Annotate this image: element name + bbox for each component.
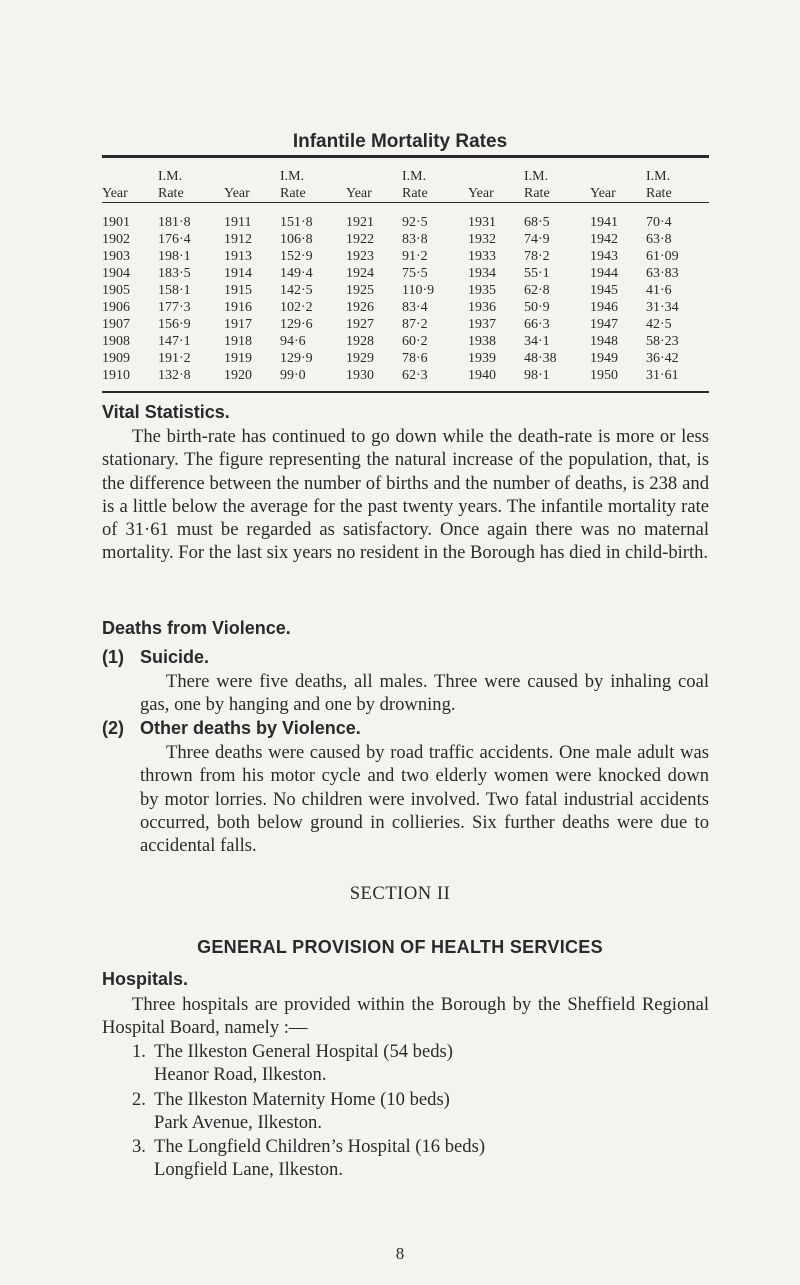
year-cell: 1913	[224, 249, 252, 264]
year-cell: 1902	[102, 232, 130, 247]
table-row	[102, 265, 709, 282]
year-cell: 1929	[346, 351, 374, 366]
rate-cell: 31·34	[646, 300, 679, 315]
year-cell: 1923	[346, 249, 374, 264]
rate-cell: 63·8	[646, 232, 672, 247]
rate-cell: 83·8	[402, 232, 428, 247]
year-cell: 1908	[102, 334, 130, 349]
header-rate: I.M. Rate	[280, 169, 306, 201]
year-cell: 1910	[102, 368, 130, 383]
year-cell: 1922	[346, 232, 374, 247]
item-number: (2)	[102, 718, 124, 738]
table-row	[102, 333, 709, 350]
year-cell: 1920	[224, 368, 252, 383]
year-cell: 1903	[102, 249, 130, 264]
rate-cell: 66·3	[524, 317, 550, 332]
rate-cell: 183·5	[158, 266, 191, 281]
rate-cell: 191·2	[158, 351, 191, 366]
hospital-name: The Ilkeston General Hospital (54 beds)	[154, 1041, 453, 1062]
year-cell: 1915	[224, 283, 252, 298]
header-rate: I.M. Rate	[158, 169, 184, 201]
year-cell: 1940	[468, 368, 496, 383]
rate-cell: 62·3	[402, 368, 428, 383]
hospital-name: The Ilkeston Maternity Home (10 beds)	[154, 1089, 450, 1110]
hospital-address: Park Avenue, Ilkeston.	[154, 1112, 322, 1134]
year-cell: 1944	[590, 266, 618, 281]
year-cell: 1917	[224, 317, 252, 332]
rate-cell: 94·6	[280, 334, 306, 349]
rate-cell: 60·2	[402, 334, 428, 349]
year-cell: 1906	[102, 300, 130, 315]
hospital-name: The Longfield Children’s Hospital (16 beds)	[154, 1136, 486, 1157]
year-cell: 1931	[468, 215, 496, 230]
table-top-rule	[102, 155, 709, 158]
year-cell: 1921	[346, 215, 374, 230]
rate-cell: 132·8	[158, 368, 191, 383]
rate-cell: 176·4	[158, 232, 191, 247]
hospitals-heading: Hospitals.	[102, 969, 189, 989]
suicide-paragraph: There were five deaths, all males. Three were caused by inhaling coal gas, one by hanging and one by drowning.	[140, 671, 709, 716]
rate-cell: 55·1	[524, 266, 550, 281]
deaths-violence-heading: Deaths from Violence.	[102, 618, 291, 638]
year-cell: 1925	[346, 283, 374, 298]
year-cell: 1949	[590, 351, 618, 366]
hospital-item	[132, 1040, 712, 1088]
year-cell: 1912	[224, 232, 252, 247]
rate-cell: 99·0	[280, 368, 306, 383]
header-year: Year	[468, 186, 494, 201]
year-cell: 1937	[468, 317, 496, 332]
year-cell: 1941	[590, 215, 618, 230]
table-row	[102, 282, 709, 299]
year-cell: 1905	[102, 283, 130, 298]
rate-cell: 102·2	[280, 300, 313, 315]
year-cell: 1947	[590, 317, 618, 332]
hospital-number: 3.	[132, 1136, 146, 1157]
year-cell: 1948	[590, 334, 618, 349]
year-cell: 1950	[590, 368, 618, 383]
year-cell: 1942	[590, 232, 618, 247]
infant-mortality-table	[102, 160, 709, 384]
year-cell: 1936	[468, 300, 496, 315]
rate-cell: 36·42	[646, 351, 679, 366]
year-cell: 1928	[346, 334, 374, 349]
rate-cell: 158·1	[158, 283, 191, 298]
year-cell: 1945	[590, 283, 618, 298]
rate-cell: 177·3	[158, 300, 191, 315]
year-cell: 1904	[102, 266, 130, 281]
rate-cell: 147·1	[158, 334, 191, 349]
header-rate: I.M. Rate	[402, 169, 428, 201]
table-row	[102, 299, 709, 316]
page-number: 8	[395, 1244, 405, 1263]
hospital-address: Longfield Lane, Ilkeston.	[154, 1159, 343, 1181]
rate-cell: 62·8	[524, 283, 550, 298]
rate-cell: 106·8	[280, 232, 313, 247]
hospital-number: 2.	[132, 1089, 146, 1110]
table-bottom-rule	[102, 391, 709, 393]
year-cell: 1914	[224, 266, 252, 281]
header-year: Year	[346, 186, 372, 201]
rate-cell: 68·5	[524, 215, 550, 230]
rate-cell: 42·5	[646, 317, 672, 332]
table-row	[102, 350, 709, 367]
rate-cell: 129·6	[280, 317, 313, 332]
section-label: SECTION II	[349, 883, 451, 904]
year-cell: 1943	[590, 249, 618, 264]
header-year: Year	[224, 186, 250, 201]
rate-cell: 149·4	[280, 266, 313, 281]
rate-cell: 87·2	[402, 317, 428, 332]
other-violence-paragraph: Three deaths were caused by road traffic accidents. One male adult was thrown from his motor cycle and two elderly women were knocked down by motor lorries. No children were involved. Two fatal industrial accidents occurred, both below ground in collieries. Six further deaths were due to accidental falls.	[140, 742, 709, 857]
rate-cell: 50·9	[524, 300, 550, 315]
hospitals-intro: Three hospitals are provided within the Borough by the Sheffield Regional Hospital Board, namely :—	[102, 994, 709, 1039]
item-number: (1)	[102, 647, 124, 667]
table-body	[102, 203, 709, 385]
rate-cell: 83·4	[402, 300, 428, 315]
table-row	[102, 231, 709, 248]
rate-cell: 48·38	[524, 351, 557, 366]
year-cell: 1916	[224, 300, 252, 315]
rate-cell: 91·2	[402, 249, 428, 264]
rate-cell: 98·1	[524, 368, 550, 383]
year-cell: 1946	[590, 300, 618, 315]
rate-cell: 70·4	[646, 215, 672, 230]
year-cell: 1927	[346, 317, 374, 332]
rate-cell: 75·5	[402, 266, 428, 281]
rate-cell: 31·61	[646, 368, 679, 383]
rate-cell: 156·9	[158, 317, 191, 332]
hospital-address: Heanor Road, Ilkeston.	[154, 1064, 327, 1086]
year-cell: 1930	[346, 368, 374, 383]
table-row	[102, 214, 709, 231]
year-cell: 1907	[102, 317, 130, 332]
table-title: Infantile Mortality Rates	[292, 131, 508, 152]
rate-cell: 61·09	[646, 249, 679, 264]
year-cell: 1938	[468, 334, 496, 349]
hospital-number: 1.	[132, 1041, 146, 1062]
table-row	[102, 367, 709, 384]
rate-cell: 41·6	[646, 283, 672, 298]
suicide-heading: Suicide.	[140, 647, 210, 667]
year-cell: 1924	[346, 266, 374, 281]
rate-cell: 181·8	[158, 215, 191, 230]
year-cell: 1935	[468, 283, 496, 298]
other-violence-heading: Other deaths by Violence.	[140, 718, 361, 738]
vital-statistics-heading: Vital Statistics.	[102, 402, 230, 422]
rate-cell: 78·2	[524, 249, 550, 264]
year-cell: 1909	[102, 351, 130, 366]
year-cell: 1934	[468, 266, 496, 281]
vital-statistics-paragraph: The birth-rate has continued to go down while the death-rate is more or less stationary. The figure representing the natural increase of the population, that, is the difference between the number of births and the number of deaths, is 238 and is a little below the average for the past twenty years. The infantile mortality rate of 31·61 must be regarded as satisfactory. Once again there was no maternal mortality. For the last six years no resident in the Borough has died in child-birth.	[102, 426, 709, 564]
rate-cell: 58·23	[646, 334, 679, 349]
rate-cell: 129·9	[280, 351, 313, 366]
rate-cell: 92·5	[402, 215, 428, 230]
header-year: Year	[590, 186, 616, 201]
year-cell: 1932	[468, 232, 496, 247]
year-cell: 1911	[224, 215, 252, 230]
rate-cell: 34·1	[524, 334, 550, 349]
rate-cell: 152·9	[280, 249, 313, 264]
table-row	[102, 248, 709, 265]
year-cell: 1926	[346, 300, 374, 315]
year-cell: 1919	[224, 351, 252, 366]
rate-cell: 74·9	[524, 232, 550, 247]
section-title: GENERAL PROVISION OF HEALTH SERVICES	[197, 937, 603, 957]
rate-cell: 78·6	[402, 351, 428, 366]
year-cell: 1901	[102, 215, 130, 230]
hospital-item	[132, 1088, 712, 1136]
rate-cell: 198·1	[158, 249, 191, 264]
rate-cell: 63·83	[646, 266, 679, 281]
year-cell: 1939	[468, 351, 496, 366]
header-rate: I.M. Rate	[646, 169, 672, 201]
rate-cell: 142·5	[280, 283, 313, 298]
table-header-row	[102, 160, 709, 203]
year-cell: 1918	[224, 334, 252, 349]
hospital-item	[132, 1135, 712, 1183]
year-cell: 1933	[468, 249, 496, 264]
rate-cell: 110·9	[402, 283, 435, 298]
table-row	[102, 316, 709, 333]
header-year: Year	[102, 186, 128, 201]
header-rate: I.M. Rate	[524, 169, 550, 201]
rate-cell: 151·8	[280, 215, 313, 230]
